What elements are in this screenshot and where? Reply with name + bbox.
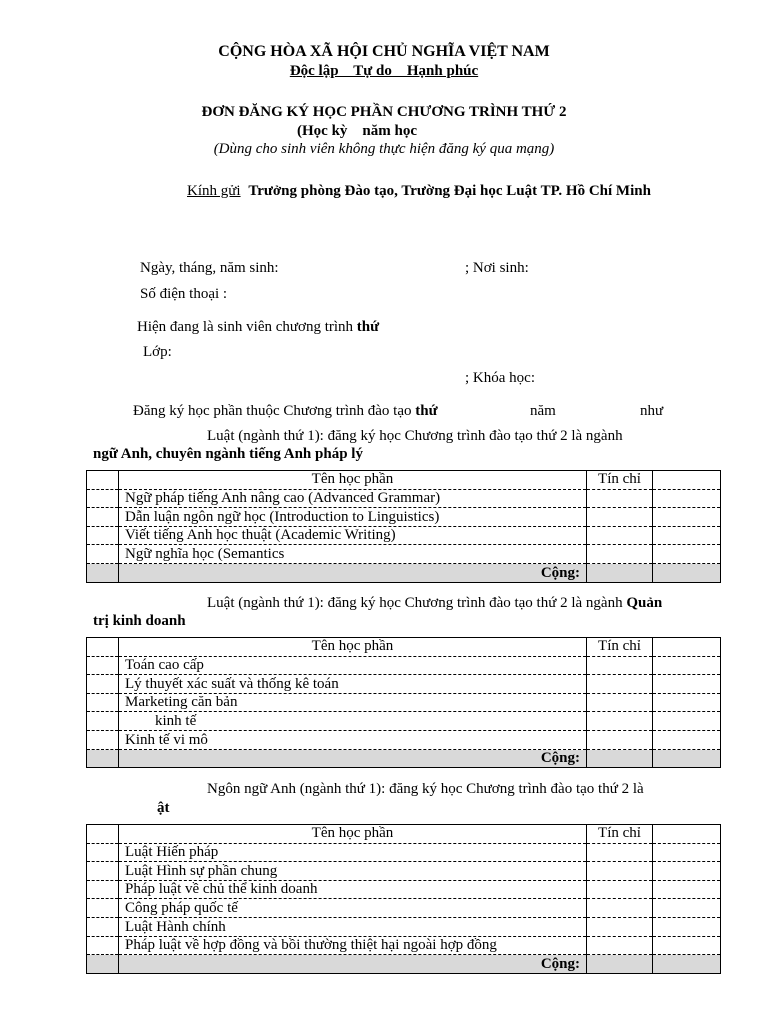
section-2-table — [86, 637, 721, 768]
table-cell — [653, 489, 721, 508]
section-1-major: ngữ Anh, chuyên ngành tiếng Anh pháp lý — [93, 446, 363, 462]
header-credits: Tín chỉ — [587, 471, 653, 490]
section-1-table — [86, 470, 721, 583]
course-name: Toán cao cấp — [119, 656, 587, 675]
table-row — [87, 712, 721, 731]
header-credits: Tín chỉ — [587, 825, 653, 844]
course-name: Luật Hành chính — [119, 917, 587, 936]
total-row — [87, 955, 721, 974]
program-line — [137, 319, 379, 336]
course-name: Pháp luật về chủ thể kinh doanh — [119, 880, 587, 899]
table-row — [87, 675, 721, 694]
section-3-intro-text: Ngôn ngữ Anh (ngành thứ 1): đăng ký học Chương trình đào tạo thứ 2 là — [207, 781, 644, 797]
register-line — [133, 403, 438, 420]
table-cell — [653, 656, 721, 675]
table-cell — [87, 880, 119, 899]
table-row — [87, 899, 721, 918]
recipient-value: Trưởng phòng Đào tạo, Trường Đại học Luật TP. Hồ Chí Minh — [248, 183, 651, 199]
table-cell — [87, 955, 119, 974]
recipient-line — [187, 183, 651, 200]
table-cell — [87, 749, 119, 768]
table-cell — [87, 825, 119, 844]
credits-cell[interactable] — [587, 917, 653, 936]
section-2-intro-text: Luật (ngành thứ 1): đăng ký học Chương trình đào tạo thứ 2 là ngành — [207, 595, 623, 611]
total-label: Cộng: — [119, 563, 587, 582]
credits-cell[interactable] — [587, 730, 653, 749]
section-3-table — [86, 824, 721, 974]
table-header-row — [87, 471, 721, 490]
credits-cell[interactable] — [587, 936, 653, 955]
table-cell — [87, 471, 119, 490]
credits-cell[interactable] — [587, 899, 653, 918]
table-cell — [653, 526, 721, 545]
course-year-label: ; Khóa học: — [465, 370, 535, 386]
header-course-name: Tên học phần — [119, 471, 587, 490]
total-label: Cộng: — [119, 955, 587, 974]
header-course-name: Tên học phần — [119, 638, 587, 657]
table-row — [87, 526, 721, 545]
total-row — [87, 563, 721, 582]
course-name: Luật Hiến pháp — [119, 843, 587, 862]
dob-label: Ngày, tháng, năm sinh: — [140, 260, 279, 276]
table-cell — [653, 712, 721, 731]
motto: Độc lập Tự do Hạnh phúc — [289, 63, 479, 79]
course-name: Pháp luật về hợp đồng và bồi thường thiệt hại ngoài hợp đồng — [119, 936, 587, 955]
table-row — [87, 917, 721, 936]
country-name: CỘNG HÒA XÃ HỘI CHỦ NGHĨA VIỆT NAM — [218, 43, 550, 60]
table-row — [87, 936, 721, 955]
credits-cell[interactable] — [587, 545, 653, 564]
course-name: Ngữ pháp tiếng Anh nâng cao (Advanced Grammar) — [119, 489, 587, 508]
table-cell — [653, 471, 721, 490]
table-row — [87, 656, 721, 675]
table-cell — [87, 675, 119, 694]
course-name: Luật Hình sự phần chung — [119, 862, 587, 881]
table-header-row — [87, 638, 721, 657]
table-cell — [87, 489, 119, 508]
register-as-label: như — [640, 403, 664, 419]
table-row — [87, 880, 721, 899]
class-label: Lớp: — [143, 344, 172, 360]
table-row — [87, 730, 721, 749]
course-name: Viết tiếng Anh học thuật (Academic Writing) — [119, 526, 587, 545]
credits-cell[interactable] — [587, 843, 653, 862]
section-2-intro — [207, 595, 662, 612]
register-ordinal: thứ — [415, 403, 438, 419]
table-cell — [87, 693, 119, 712]
form-title: ĐƠN ĐĂNG KÝ HỌC PHẦN CHƯƠNG TRÌNH THỨ 2 — [201, 104, 567, 120]
table-cell — [87, 526, 119, 545]
semester-line: (Học kỳ năm học — [297, 123, 417, 139]
table-cell — [87, 862, 119, 881]
credits-cell[interactable] — [587, 880, 653, 899]
credits-cell[interactable] — [587, 693, 653, 712]
table-cell — [653, 825, 721, 844]
table-cell — [653, 675, 721, 694]
table-cell — [87, 712, 119, 731]
table-cell — [87, 730, 119, 749]
total-credits-cell — [587, 955, 653, 974]
section-3-intro — [207, 781, 644, 798]
table-row — [87, 843, 721, 862]
section-1-intro-text: Luật (ngành thứ 1): đăng ký học Chương trình đào tạo thứ 2 là ngành — [207, 428, 623, 444]
table-row — [87, 508, 721, 527]
register-label: Đăng ký học phần thuộc Chương trình đào tạo — [133, 403, 412, 419]
section-2-major: trị kinh doanh — [93, 613, 186, 629]
table-cell — [653, 880, 721, 899]
table-cell — [653, 749, 721, 768]
credits-cell[interactable] — [587, 526, 653, 545]
table-cell — [653, 693, 721, 712]
total-row — [87, 749, 721, 768]
section-1-intro — [207, 428, 623, 445]
table-cell — [653, 955, 721, 974]
table-cell — [87, 563, 119, 582]
table-row — [87, 862, 721, 881]
total-label: Cộng: — [119, 749, 587, 768]
table-cell — [653, 508, 721, 527]
table-cell — [87, 843, 119, 862]
total-credits-cell — [587, 749, 653, 768]
course-name: Kinh tế vi mô — [119, 730, 587, 749]
credits-cell[interactable] — [587, 508, 653, 527]
credits-cell[interactable] — [587, 862, 653, 881]
table-header-row — [87, 825, 721, 844]
table-cell — [653, 730, 721, 749]
recipient-label: Kính gửi — [187, 183, 241, 199]
course-name: Ngữ nghĩa học (Semantics — [119, 545, 587, 564]
section-2-intro-bold: Quản — [626, 595, 663, 611]
form-note: (Dùng cho sinh viên không thực hiện đăng ký qua mạng) — [213, 141, 555, 157]
table-row — [87, 693, 721, 712]
phone-label: Số điện thoại : — [140, 286, 228, 302]
birthplace-label: ; Nơi sinh: — [465, 260, 529, 276]
table-cell — [653, 899, 721, 918]
course-name: Công pháp quốc tế — [119, 899, 587, 918]
header-course-name: Tên học phần — [119, 825, 587, 844]
credits-cell[interactable] — [587, 656, 653, 675]
table-cell — [653, 545, 721, 564]
table-cell — [653, 936, 721, 955]
program-label: Hiện đang là sinh viên chương trình — [137, 319, 354, 335]
credits-cell[interactable] — [587, 675, 653, 694]
table-cell — [87, 936, 119, 955]
table-cell — [87, 899, 119, 918]
table-cell — [87, 917, 119, 936]
table-cell — [87, 545, 119, 564]
header-credits: Tín chỉ — [587, 638, 653, 657]
table-row — [87, 489, 721, 508]
table-cell — [87, 638, 119, 657]
course-name: Lý thuyết xác suất và thống kê toán — [119, 675, 587, 694]
table-cell — [87, 656, 119, 675]
table-cell — [653, 843, 721, 862]
table-cell — [653, 862, 721, 881]
section-3-major: ật — [157, 800, 170, 816]
credits-cell[interactable] — [587, 712, 653, 731]
course-name: Marketing căn bản — [119, 693, 587, 712]
table-cell — [653, 563, 721, 582]
table-cell — [653, 917, 721, 936]
register-year-label: năm — [530, 403, 556, 419]
table-row — [87, 545, 721, 564]
table-cell — [87, 508, 119, 527]
credits-cell[interactable] — [587, 489, 653, 508]
program-ordinal: thứ — [356, 319, 380, 335]
total-credits-cell — [587, 563, 653, 582]
table-cell — [653, 638, 721, 657]
course-name: Dẫn luận ngôn ngữ học (Introduction to Linguistics) — [119, 508, 587, 527]
course-name: kinh tế — [119, 712, 587, 731]
